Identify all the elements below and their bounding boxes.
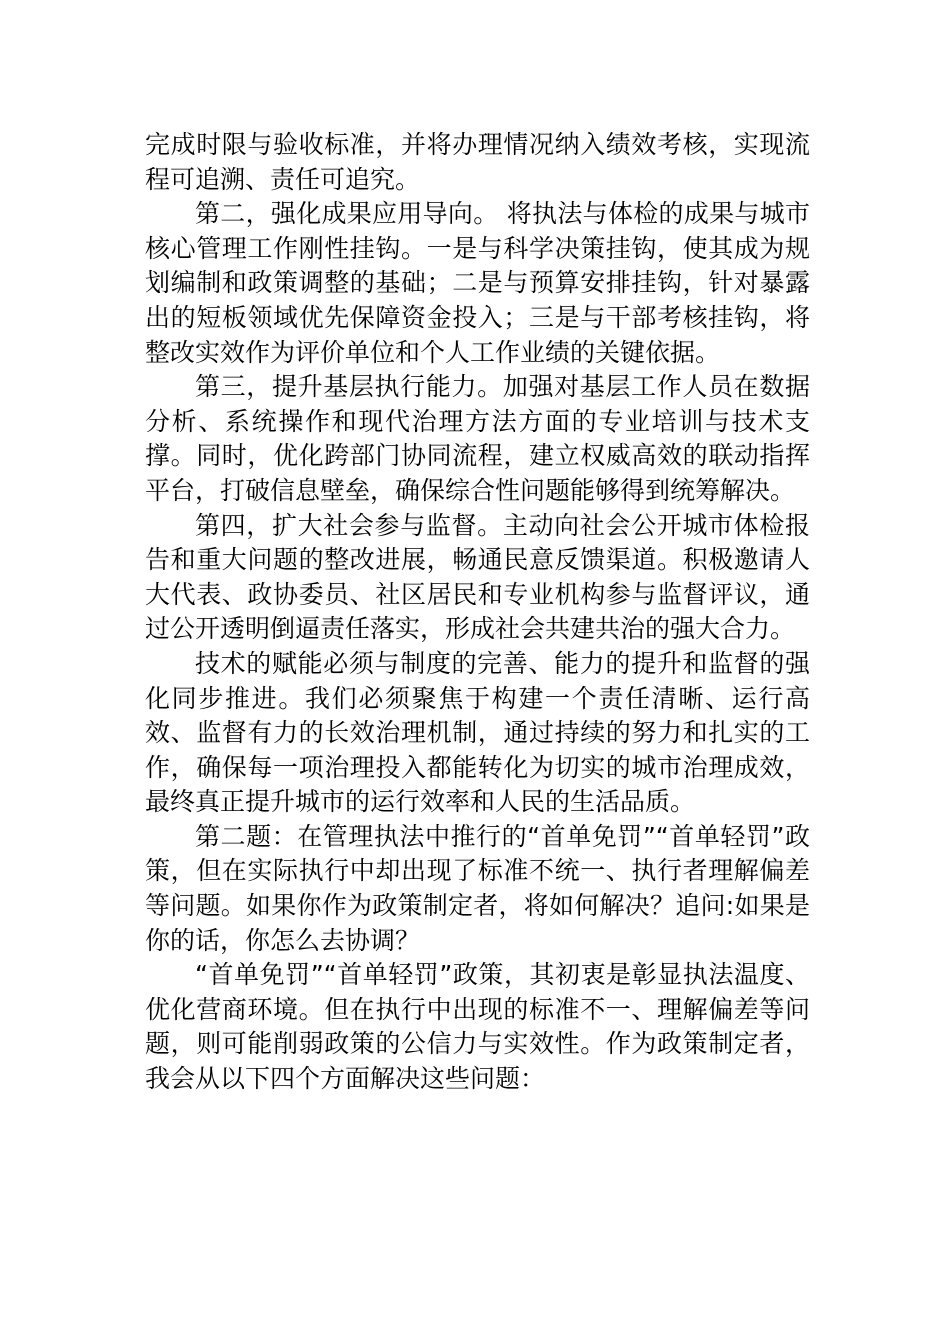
- paragraph-point-three: 第三，提升基层执行能力。加强对基层工作人员在数据分析、系统操作和现代治理方法方面的专业培训与技术支撑。同时，优化跨部门协同流程，建立权威高效的联动指挥平台，打破信息壁垒，确保综合性问题能够得到统筹解决。: [145, 372, 810, 505]
- paragraph-point-four: 第四，扩大社会参与监督。主动向社会公开城市体检报告和重大问题的整改进展，畅通民意反馈渠道。积极邀请人大代表、政协委员、社区居民和专业机构参与监督评议，通过公开透明倒逼责任落实，形成社会共建共治的强大合力。: [145, 510, 810, 644]
- document-body: [145, 128, 810, 1097]
- paragraph-answer-intro: “首单免罚”“首单轻罚”政策，其初衷是彰显执法温度、优化营商环境。但在执行中出现的标准不一、理解偏差等问题，则可能削弱政策的公信力与实效性。作为政策制定者，我会从以下四个方面解决这些问题：: [145, 960, 810, 1094]
- paragraph-continuation: 完成时限与验收标准，并将办理情况纳入绩效考核，实现流程可追溯、责任可追究。: [145, 130, 810, 194]
- paragraph-point-two: 第二，强化成果应用导向。 将执法与体检的成果与城市核心管理工作刚性挂钩。一是与科学决策挂钩，使其成为规划编制和政策调整的基础；二是与预算安排挂钩，针对暴露出的短板领域优先保障资金投入；三是与干部考核挂钩，将整改实效作为评价单位和个人工作业绩的关键依据。: [145, 199, 810, 367]
- paragraph-question-two: 第二题：在管理执法中推行的“首单免罚”“首单轻罚”政策，但在实际执行中却出现了标准不统一、执行者理解偏差等问题。如果你作为政策制定者，将如何解决？追问:如果是你的话，你怎么去协调？: [145, 821, 810, 955]
- paragraph-conclusion: 技术的赋能必须与制度的完善、能力的提升和监督的强化同步推进。我们必须聚焦于构建一个责任清晰、运行高效、监督有力的长效治理机制，通过持续的努力和扎实的工作，确保每一项治理投入都能转化为切实的城市治理成效，最终真正提升城市的运行效率和人民的生活品质。: [145, 648, 810, 817]
